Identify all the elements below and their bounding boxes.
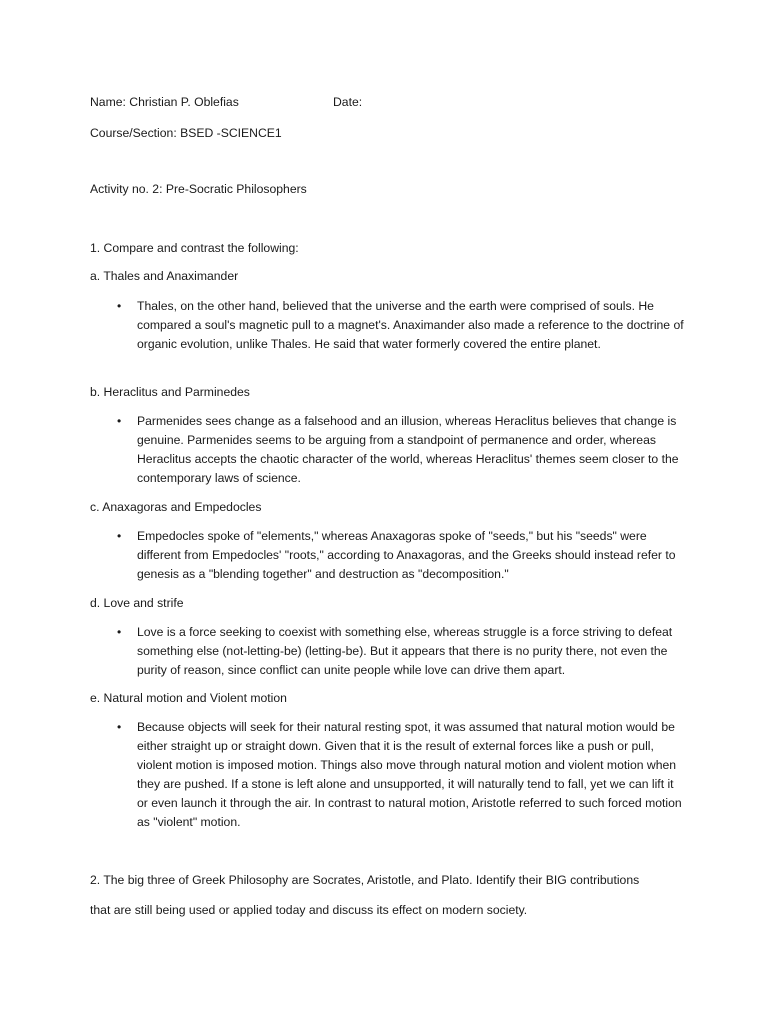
student-name: Name: Christian P. Oblefias [90,95,239,109]
item-d-heading: d. Love and strife [90,596,184,610]
item-c-answer [90,527,690,584]
bullet-icon: • [117,299,122,313]
item-d-answer-text: Love is a force seeking to coexist with something else, whereas struggle is a force striving to defeat something else (not-letting-be) (letting-be). But it appears that there is no purity there, not even the purity of reason, since conflict can unite people while love can drive them apart. [137,625,673,677]
item-b-answer-text: Parmenides sees change as a falsehood and an illusion, whereas Heraclitus believes that change is genuine. Parmenides seems to be arguing from a standpoint of permanence and order, whereas Heraclitus accepts the chaotic character of the world, whereas Heraclitus' themes seem closer to the contemporary laws of science. [137,414,679,485]
question-1-prompt: 1. Compare and contrast the following: [90,241,299,255]
item-c-heading: c. Anaxagoras and Empedocles [90,500,262,514]
bullet-icon: • [117,529,122,543]
date-label: Date: [333,95,363,109]
bullet-icon: • [117,625,122,639]
item-a-answer [90,297,690,373]
question-2-prompt-line-1: 2. The big three of Greek Philosophy are Socrates, Aristotle, and Plato. Identify their BIG contributions [90,873,640,887]
item-d-answer [90,623,690,680]
item-a-answer-text: Thales, on the other hand, believed that the universe and the earth were comprised of souls. He compared a soul's magnetic pull to a magnet's. Anaximander also made a reference to the doctrine of organic evolution, unlike Thales. He said that water formerly covered the entire planet. [137,299,684,351]
item-b-answer [90,412,690,488]
question-2-prompt-line-2: that are still being used or applied today and discuss its effect on modern society. [90,903,528,917]
bullet-icon: • [117,414,122,428]
item-e-heading: e. Natural motion and Violent motion [90,691,287,705]
bullet-icon: • [117,720,122,734]
item-b-heading: b. Heraclitus and Parminedes [90,385,250,399]
item-c-answer-text: Empedocles spoke of "elements," whereas Anaxagoras spoke of "seeds," but his "seeds" were different from Empedocles' "roots," according to Anaxagoras, and the Greeks should instead refer to genesis as a "blending together" and destruction as "decomposition." [137,529,676,581]
course-section: Course/Section: BSED -SCIENCE1 [90,126,282,140]
item-e-answer-text: Because objects will seek for their natural resting spot, it was assumed that natural motion would be either straight up or straight down. Given that it is the result of external forces like a push or pull, violent motion is imposed motion. Things also move through natural motion and violent motion when they are pushed. If a stone is left alone and unsupported, it will naturally tend to fall, yet we can lift it or even launch it through the air. In contrast to natural motion, Aristotle referred to such forced motion as "violent" motion. [137,720,682,829]
item-e-answer [90,718,690,832]
activity-title: Activity no. 2: Pre-Socratic Philosophers [90,182,307,196]
item-a-heading: a. Thales and Anaximander [90,269,239,283]
